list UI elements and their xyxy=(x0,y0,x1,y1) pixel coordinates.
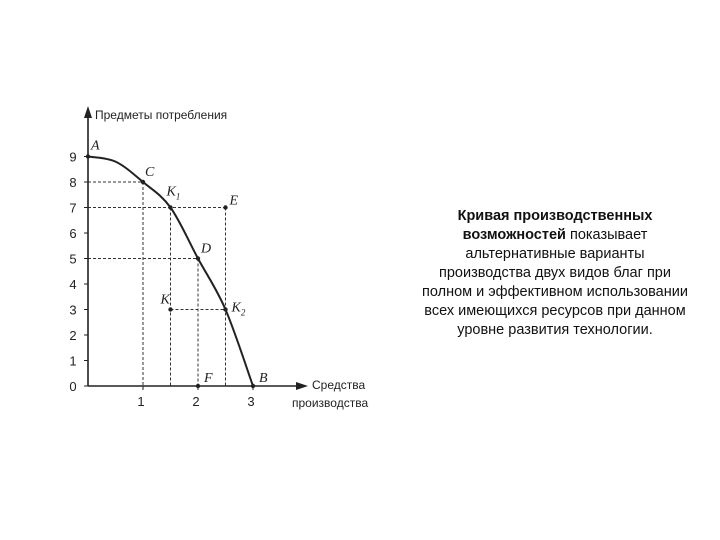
point-k1-label: $K_1$ xyxy=(166,184,181,202)
point-c-marker xyxy=(141,180,145,184)
point-c-label: C xyxy=(145,165,155,180)
x-axis-title-line-1: Средства xyxy=(312,378,366,392)
point-e-marker xyxy=(223,205,227,209)
y-tick-label: 4 xyxy=(69,277,77,292)
point-k-label: K xyxy=(160,292,170,308)
point-k-marker xyxy=(168,307,172,311)
y-tick-label: 0 xyxy=(69,379,77,394)
y-tick-label: 3 xyxy=(69,302,77,318)
y-tick-label: 9 xyxy=(69,149,77,165)
y-tick-label: 5 xyxy=(69,251,77,267)
y-tick-label: 2 xyxy=(69,328,77,343)
axes xyxy=(84,106,308,390)
point-d-label: D xyxy=(201,241,212,257)
y-axis-title: Предметы потребления xyxy=(95,108,228,122)
x-axis-title-line-2: производства xyxy=(292,396,369,410)
description-text xyxy=(420,207,690,340)
point-b-label: B xyxy=(259,371,268,386)
x-axis-arrow xyxy=(296,382,308,390)
point-k1-marker xyxy=(168,205,172,209)
dashed-guide-lines xyxy=(88,182,226,386)
y-tick-label: 8 xyxy=(69,175,77,190)
point-b-marker xyxy=(251,384,255,388)
point-k2-label: $K_2$ xyxy=(231,300,246,318)
tick-labels xyxy=(69,150,254,410)
point-f-marker xyxy=(196,384,200,388)
point-a-marker xyxy=(86,154,90,158)
point-k2-marker xyxy=(223,307,227,311)
x-tick-label: 1 xyxy=(137,394,145,409)
point-e-label: E xyxy=(229,193,239,209)
y-axis-arrow xyxy=(84,106,92,118)
x-tick-label: 2 xyxy=(192,394,200,409)
y-tick-label: 7 xyxy=(69,200,77,216)
caption-term: Кривая производственных возможностей xyxy=(457,208,653,243)
caption-body: показывает альтернативные варианты производства двух видов благ при полном и эффективном использовании всех имеющихся ресурсов при данном уровне развития технологии. xyxy=(422,227,688,338)
x-tick-label: 3 xyxy=(247,394,255,409)
y-tick-label: 1 xyxy=(69,353,77,369)
point-f-label: F xyxy=(204,371,213,386)
y-tick-label: 6 xyxy=(69,226,77,241)
point-a-label: A xyxy=(91,138,100,154)
point-d-marker xyxy=(196,256,200,260)
